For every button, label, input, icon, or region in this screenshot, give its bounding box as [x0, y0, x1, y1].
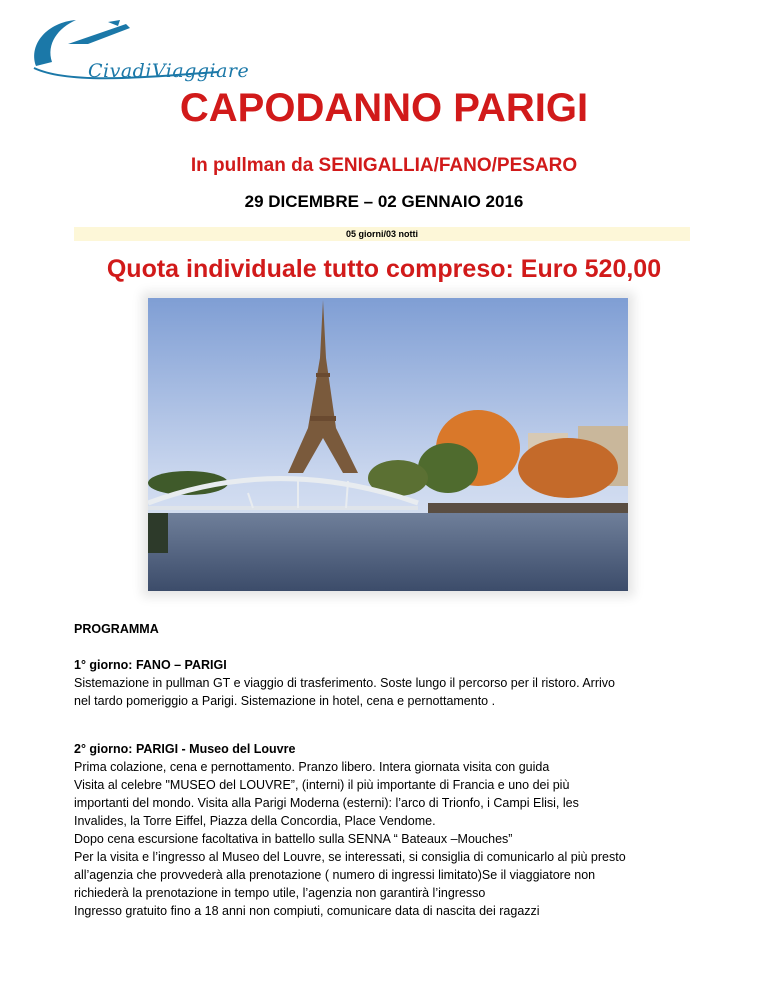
day2-title: 2° giorno: PARIGI - Museo del Louvre — [74, 742, 296, 756]
page-title: CAPODANNO PARIGI — [179, 86, 589, 130]
program-heading: PROGRAMMA — [74, 622, 159, 636]
day2-line: richiederà la prenotazione in tempo utile, l’agenzia non garantirà l’ingresso — [74, 886, 486, 900]
day1-line: Sistemazione in pullman GT e viaggio di trasferimento. Soste lungo il percorso per il ristoro. Arrivo — [74, 676, 615, 690]
day2-line: Invalides, la Torre Eiffel, Piazza della Concordia, Place Vendome. — [74, 814, 436, 828]
day2-line: Prima colazione, cena e pernottamento. Pranzo libero. Intera giornata visita con guida — [74, 760, 550, 774]
trip-duration: 05 giorni/03 notti — [74, 227, 690, 241]
day2-line: Per la visita e l’ingresso al Museo del Louvre, se interessati, si consiglia di comunicarlo al più presto — [74, 850, 626, 864]
page-subtitle: In pullman da SENIGALLIA/FANO/PESARO — [190, 155, 578, 176]
day2-line: Ingresso gratuito fino a 18 anni non compiuti, comunicare data di nascita dei ragazzi — [74, 904, 540, 918]
program-section — [74, 620, 704, 920]
trip-price: Quota individuale tutto compreso: Euro 520,00 — [106, 255, 662, 283]
eiffel-tower-seine-image — [148, 298, 628, 591]
day2-line: importanti del mondo. Visita alla Parigi Moderna (esterni): l’arco di Trionfo, i Campi Elisi, les — [74, 796, 579, 810]
day1-title: 1° giorno: FANO – PARIGI — [74, 658, 227, 672]
day2-line: Dopo cena escursione facoltativa in battello sulla SENNA “ Bateaux –Mouches” — [74, 832, 513, 846]
logo-text: CivadiViaggiare — [88, 60, 250, 82]
trip-dates: 29 DICEMBRE – 02 GENNAIO 2016 — [244, 192, 524, 211]
agency-logo — [28, 14, 250, 84]
day2-line: all’agenzia che provvederà alla prenotazione ( numero di ingressi limitato)Se il viaggiatore non — [74, 868, 596, 882]
day2-line: Visita al celebre "MUSEO del LOUVRE”, (interni) il più importante di Francia e uno dei più — [74, 778, 570, 792]
day1-line: nel tardo pomeriggio a Parigi. Sistemazione in hotel, cena e pernottamento . — [74, 694, 496, 708]
paris-eiffel-photo — [148, 298, 628, 591]
